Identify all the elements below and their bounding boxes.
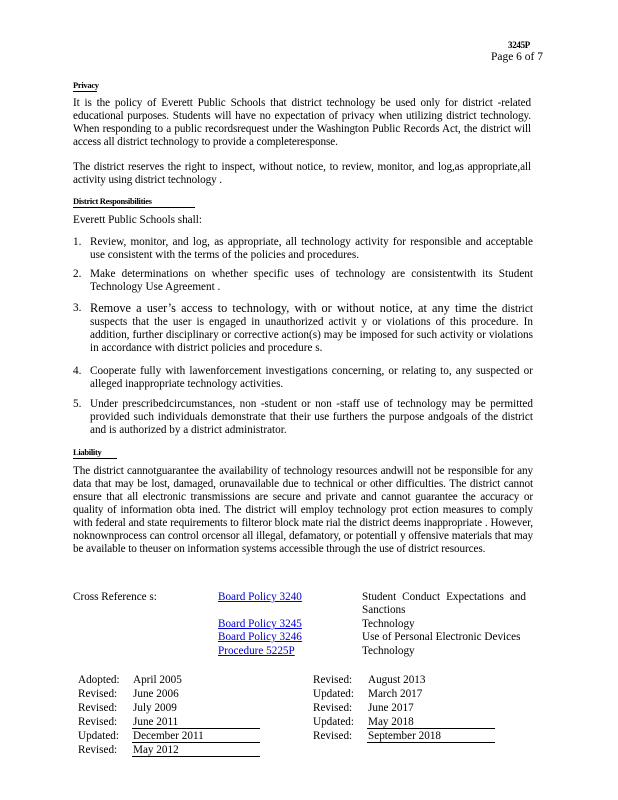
history-date: July 2009 [133, 702, 177, 714]
history-date: June 2017 [368, 702, 414, 714]
cross-reference-description: Technology [362, 645, 415, 657]
history-label: Adopted: [78, 674, 120, 686]
history-label: Revised: [78, 688, 118, 700]
history-date: March 2017 [368, 688, 423, 700]
list-item-number: 2. [73, 268, 82, 280]
responsibilities-heading-underline [73, 207, 195, 208]
liability-heading: Liability [73, 447, 102, 457]
list-item-rest-text: district suspects that the user is engaged in unauthorized activit y or violations of this procedure. In addition, further disciplinary or corrective action(s) may be imposed for such activity or violations in accordance with district policies and procedure s. [90, 303, 533, 354]
list-item-number: 5. [73, 398, 82, 410]
list-item-text: Make determinations on whether specific uses of technology are consistentwith its Student Technology Use Agreement . [90, 268, 533, 293]
liability-paragraph: The district cannotguarantee the availability of technology resources andwill not be responsible for any data that may be lost, damaged, orunavailable due to technical or other difficulties. The district cannot ensure that all electronic transmissions are secure and private and cannot guarantee the accuracy or quality of information obta ined. The district will employ technology prot ection measures to comply with federal and state requirements to filteror block mate rial the district deems inappropriate . However, noknownprocess can control orcensor all illegal, defamatory, or potentiall y offensive materials that may be available to theuser on information systems accessible through the use of district resources. [73, 465, 533, 555]
privacy-heading: Privacy [73, 80, 99, 90]
history-row [313, 674, 426, 686]
history-date: April 2005 [133, 674, 182, 686]
link-procedure-5225p[interactable]: Procedure 5225P [218, 645, 295, 657]
history-label: Revised: [78, 716, 118, 728]
history-date: September 2018 [368, 730, 442, 742]
history-row [78, 688, 179, 700]
history-date-underline [367, 728, 495, 729]
history-label: Revised: [78, 744, 118, 756]
privacy-paragraph-1: It is the policy of Everett Public Schools that district technology be used only for district -related educational purposes. Students will have no expectation of privacy when utilizing district technology. When responding to a public recordsrequest under the Washington Public Records Act, the district will access all district technology to provide a completeresponse. [73, 97, 531, 148]
history-date: December 2011 [133, 730, 204, 742]
history-date: June 2011 [133, 716, 179, 728]
responsibilities-intro: Everett Public Schools shall: [73, 214, 202, 226]
history-row [78, 744, 179, 756]
history-row [78, 702, 177, 714]
list-item-number: 1. [73, 236, 82, 248]
history-date-underline [132, 756, 260, 757]
list-item-text: Under prescribedcircumstances, non -student or non -staff use of technology may be permitted provided such individuals demonstrate that their use furthers the purpose andgoals of the district and is authorized by a district administrator. [90, 398, 533, 436]
history-label: Revised: [313, 674, 353, 686]
history-row [313, 688, 422, 700]
history-label: Revised: [313, 730, 353, 742]
cross-reference-description: Student Conduct Expectations and Sanctions [362, 591, 526, 616]
history-label: Updated: [313, 688, 355, 700]
history-date: June 2006 [133, 688, 179, 700]
history-date: May 2012 [133, 744, 179, 756]
history-label: Revised: [313, 702, 353, 714]
history-label: Updated: [313, 716, 355, 728]
history-date: May 2018 [368, 716, 414, 728]
history-date-underline [367, 742, 495, 743]
history-row [78, 730, 204, 742]
list-item-text: Cooperate fully with lawenforcement investigations concerning, or relating to, any suspected or alleged inappropriate technology activities. [90, 365, 533, 390]
history-date: August 2013 [368, 674, 426, 686]
history-label: Revised: [78, 702, 118, 714]
page-number: Page 6 of 7 [490, 51, 543, 63]
link-board-policy-3245[interactable]: Board Policy 3245 [218, 618, 302, 630]
history-label: Updated: [78, 730, 120, 742]
list-item-lead-text: Remove a user’s access to technology, with or without notice, at any time the [90, 301, 498, 315]
list-item-text: Review, monitor, and log, as appropriate, all technology activity for responsible and acceptable use consistent with the terms of the policies and procedures. [90, 236, 533, 261]
privacy-paragraph-2: The district reserves the right to inspect, without notice, to review, monitor, and log,as appropriate,all activity using district technology . [73, 161, 531, 186]
liability-heading-underline [73, 458, 117, 459]
list-item-text [90, 302, 533, 355]
responsibilities-heading: District Responsibilities [73, 196, 152, 206]
cross-reference-label: Cross Reference s: [73, 591, 157, 603]
list-item-number: 3. [73, 302, 82, 314]
link-board-policy-3240[interactable]: Board Policy 3240 [218, 591, 302, 603]
list-item-number: 4. [73, 365, 82, 377]
history-row [78, 716, 178, 728]
cross-reference-description: Use of Personal Electronic Devices [362, 631, 521, 643]
cross-reference-description: Technology [362, 618, 415, 630]
history-date-underline [132, 742, 260, 743]
history-row [313, 730, 441, 742]
history-row [313, 716, 414, 728]
policy-code: 3245P [508, 40, 530, 50]
history-date-underline [132, 728, 260, 729]
link-board-policy-3246[interactable]: Board Policy 3246 [218, 631, 302, 643]
privacy-heading-underline [73, 91, 97, 92]
history-row [313, 702, 414, 714]
history-row [78, 674, 182, 686]
